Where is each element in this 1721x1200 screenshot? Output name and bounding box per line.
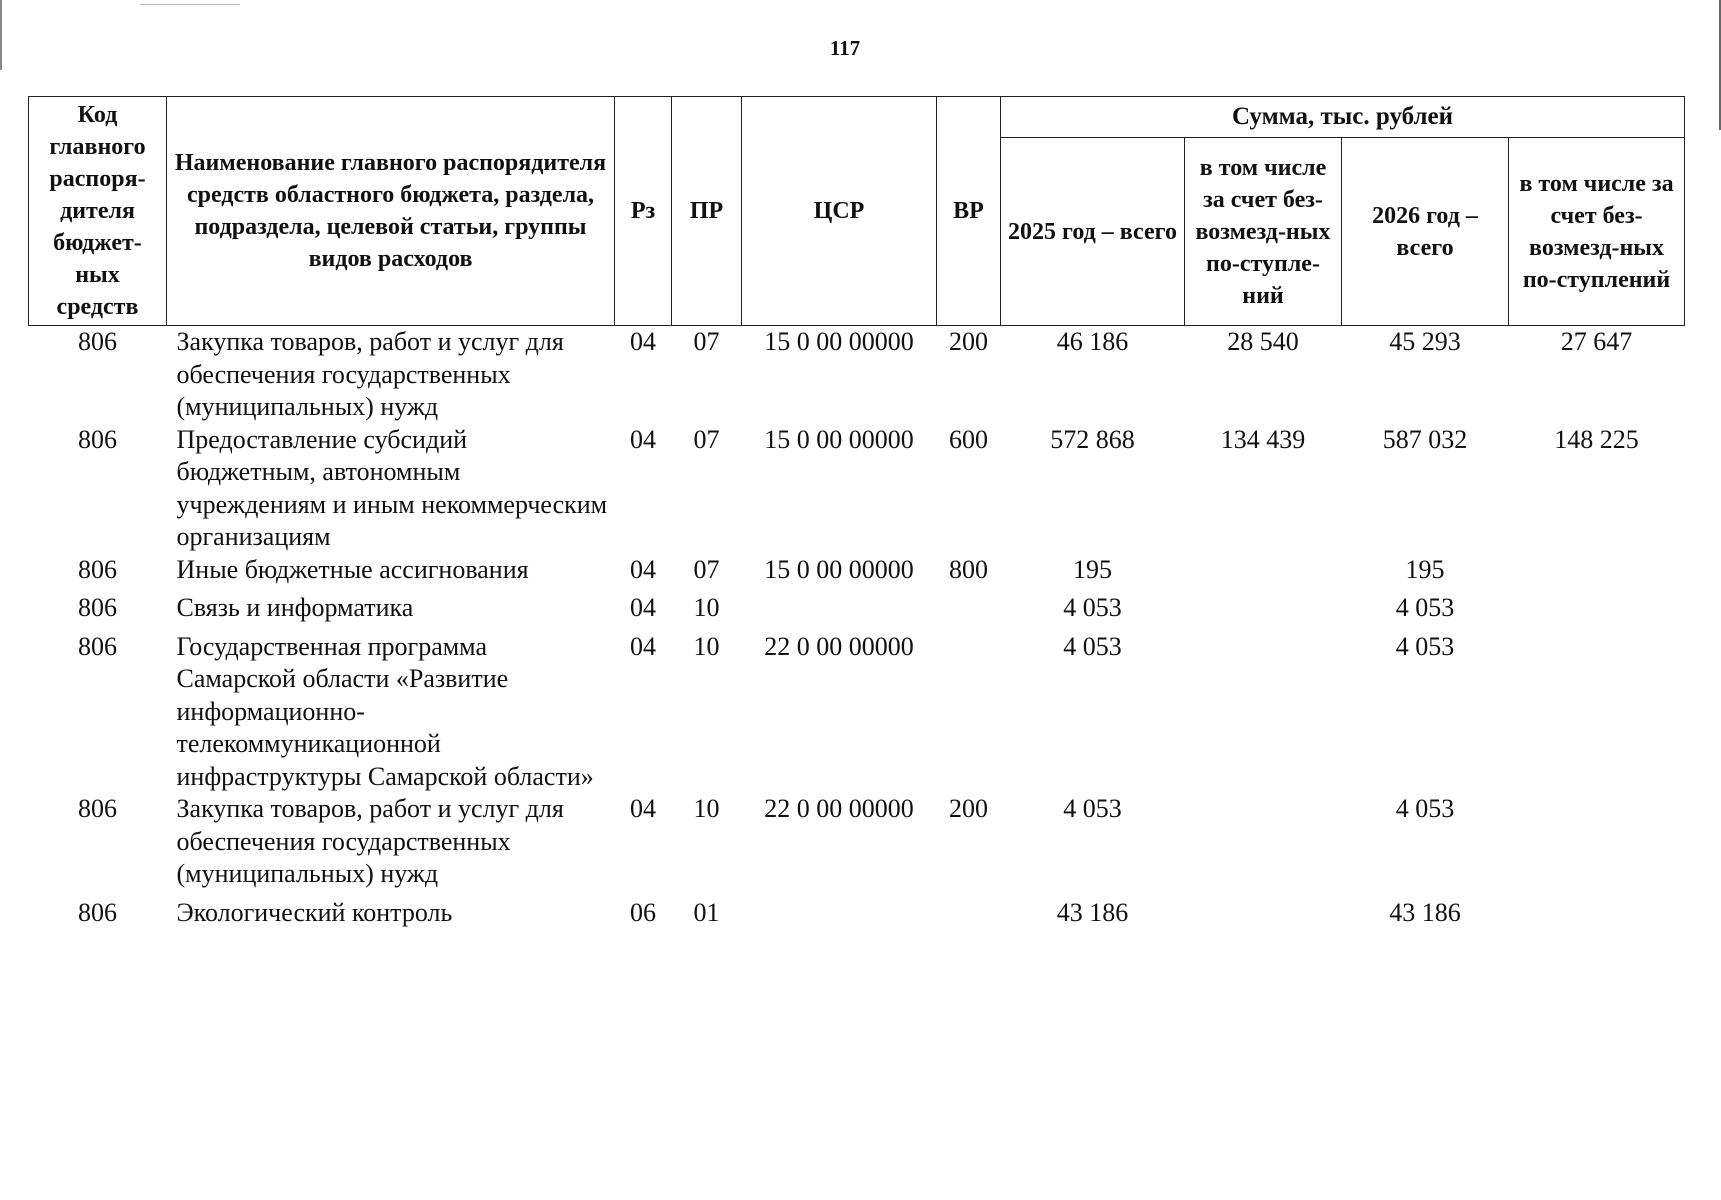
cell-2026-total: 587 032	[1382, 424, 1468, 454]
cell-name: Иные бюджетные ассигнования	[176, 554, 529, 584]
cell-rz: 04	[630, 327, 656, 356]
header-2025-grants: в том числе за счет без-возмезд-ных по-ступле-ний	[1185, 138, 1342, 326]
cell-2025-grants	[1185, 891, 1342, 930]
cell-rz: 04	[630, 554, 656, 584]
table-row	[29, 793, 1685, 891]
cell-2025-grants: 134 439	[1220, 424, 1306, 454]
cell-vr: 800	[949, 554, 988, 584]
cell-csr: 22 0 00 00000	[764, 631, 914, 661]
cell-2026-total: 195	[1405, 554, 1445, 584]
cell-pr: 10	[693, 593, 720, 622]
cell-name: Предоставление субсидий бюджетным, автономным учреждениям и иным некоммерческим организациям	[176, 424, 608, 551]
table-header	[29, 97, 1685, 326]
header-2026-total: 2026 год – всего	[1342, 138, 1509, 326]
cell-code: 806	[78, 794, 117, 823]
header-csr: ЦСР	[742, 97, 937, 326]
cell-pr: 07	[693, 554, 720, 584]
cell-2025-total: 195	[1073, 554, 1112, 584]
cell-code: 806	[78, 327, 117, 356]
table-row	[29, 424, 1685, 554]
header-pr: ПР	[672, 97, 742, 326]
cell-code: 806	[78, 424, 117, 454]
cell-name: Экологический контроль	[176, 897, 453, 927]
cell-2025-grants: 28 540	[1227, 327, 1299, 356]
cell-2026-total: 43 186	[1389, 897, 1461, 927]
header-sum: Сумма, тыс. рублей	[1001, 97, 1685, 138]
cell-2025-grants	[1185, 586, 1342, 625]
cell-2026-total: 45 293	[1389, 327, 1461, 356]
header-2025-total: 2025 год – всего	[1001, 138, 1185, 326]
header-code: Код главного распоря-дителя бюджет-ных средств	[29, 97, 167, 326]
cell-2025-total: 46 186	[1056, 327, 1129, 356]
table-row	[29, 586, 1685, 625]
cell-csr: 15 0 00 00000	[764, 327, 914, 356]
cell-2025-grants	[1185, 625, 1342, 794]
cell-vr: 200	[949, 794, 988, 823]
cell-csr: 15 0 00 00000	[764, 424, 914, 454]
cell-vr	[937, 625, 1001, 794]
table-row	[29, 326, 1685, 424]
cell-name: Закупка товаров, работ и услуг для обеспечения государственных (муниципальных) нужд	[176, 327, 564, 421]
cell-rz: 04	[630, 593, 656, 622]
cell-pr: 07	[693, 424, 720, 454]
page-number: 117	[829, 36, 861, 60]
cell-csr	[742, 586, 937, 625]
cell-csr: 22 0 00 00000	[764, 794, 914, 823]
budget-table	[28, 96, 1685, 929]
header-vr: ВР	[937, 97, 1001, 326]
cell-rz: 04	[630, 424, 656, 454]
cell-code: 806	[78, 897, 117, 927]
cell-code: 806	[78, 554, 117, 584]
cell-2026-grants	[1509, 891, 1685, 930]
cell-rz: 06	[630, 897, 656, 927]
cell-2026-grants: 148 225	[1554, 424, 1639, 454]
cell-2026-total: 4 053	[1395, 794, 1455, 823]
cell-2026-grants	[1509, 586, 1685, 625]
cell-code: 806	[78, 631, 117, 661]
cell-2026-grants	[1509, 793, 1685, 891]
header-name: Наименование главного распорядителя средств областного бюджета, раздела, подраздела, целевой статьи, группы видов расходов	[167, 97, 615, 326]
table-row	[29, 625, 1685, 794]
cell-pr: 01	[693, 897, 720, 927]
scan-mark	[140, 4, 240, 5]
cell-2025-grants	[1185, 793, 1342, 891]
cell-2025-total: 4 053	[1063, 631, 1122, 661]
cell-vr	[937, 586, 1001, 625]
cell-2026-grants	[1509, 554, 1685, 587]
cell-2025-total: 43 186	[1056, 897, 1129, 927]
table-row	[29, 554, 1685, 587]
cell-pr: 10	[693, 794, 720, 823]
header-2026-grants: в том числе за счет без-возмезд-ных по-ступлений	[1509, 138, 1685, 326]
cell-rz: 04	[630, 631, 656, 661]
cell-name: Связь и информатика	[176, 593, 414, 622]
table-body	[29, 326, 1685, 930]
cell-2026-total: 4 053	[1395, 631, 1455, 661]
cell-csr	[742, 891, 937, 930]
cell-2026-grants: 27 647	[1560, 327, 1633, 356]
cell-rz: 04	[630, 794, 656, 823]
cell-2025-total: 4 053	[1063, 794, 1122, 823]
cell-name: Государственная программа Самарской области «Развитие информационно-телекоммуникационной инфраструктуры Самарской области»	[176, 631, 594, 791]
cell-csr: 15 0 00 00000	[764, 554, 914, 584]
cell-code: 806	[78, 593, 117, 622]
cell-2025-total: 572 868	[1050, 424, 1135, 454]
cell-pr: 07	[693, 327, 720, 356]
cell-vr: 200	[949, 327, 988, 356]
cell-2025-grants	[1185, 554, 1342, 587]
cell-2026-grants	[1509, 625, 1685, 794]
table-row	[29, 891, 1685, 930]
header-rz: Рз	[615, 97, 672, 326]
cell-2026-total: 4 053	[1395, 593, 1455, 622]
cell-vr	[937, 891, 1001, 930]
cell-name: Закупка товаров, работ и услуг для обеспечения государственных (муниципальных) нужд	[176, 794, 564, 888]
cell-vr: 600	[949, 424, 988, 454]
cell-pr: 10	[693, 631, 720, 661]
cell-2025-total: 4 053	[1063, 593, 1122, 622]
